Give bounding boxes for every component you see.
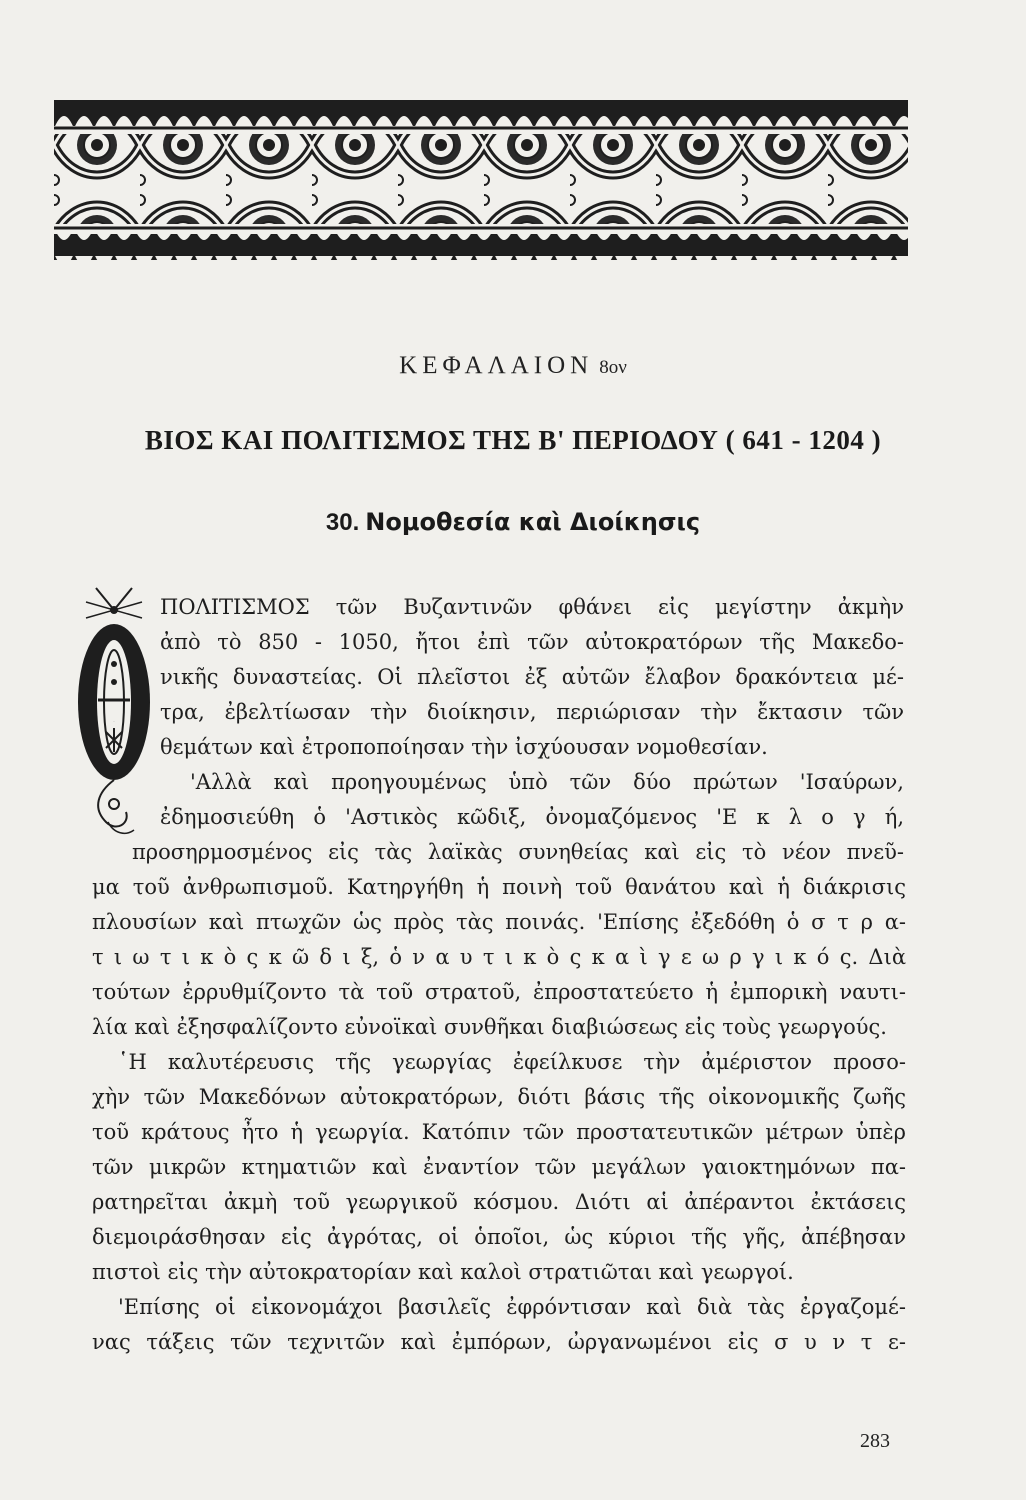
text-line: τούτων ἐρρυθμίζοντο τὰ τοῦ στρατοῦ, ἐπροστατεύετο ἡ ἐμπορικὴ ναυτι- (92, 980, 906, 1004)
text-line: 'Αλλὰ καὶ προηγουμένως ὑπὸ τῶν δύο πρώτων 'Ισαύρων, (190, 770, 904, 794)
text-line: τρα, ἐβελτίωσαν τὴν διοίκησιν, περιώρισαν τὴν ἔκτασιν τῶν (160, 700, 904, 724)
text-line: πλουσίων καὶ πτωχῶν ὡς πρὸς τὰς ποινάς. 'Επίσης ἐξεδόθη ὁ σ τ ρ α- (92, 910, 906, 934)
dropcap-letter: Θ (113, 722, 115, 723)
text-line: διεμοιράσθησαν εἰς ἀγρότας, οἱ ὁποῖοι, ὡς κύριοι τῆς γῆς, ἀπέβησαν (92, 1225, 906, 1249)
text-line: τῶν μικρῶν κτηματιῶν καὶ ἐναντίον τῶν μεγάλων γαιοκτημόνων πα- (92, 1155, 906, 1179)
chapter-label (0, 352, 1026, 380)
text-line: ἀπὸ τὸ 850 - 1050, ἤτοι ἐπὶ τῶν αὐτοκρατόρων τῆς Μακεδο- (160, 630, 904, 654)
section-number: 30. (325, 509, 360, 536)
text-line: χὴν τῶν Μακεδόνων αὐτοκρατόρων, διότι βάσις τῆς οἰκονομικῆς ζωῆς (92, 1085, 906, 1109)
dropcap-theta-icon (68, 582, 160, 842)
section-heading (0, 508, 1026, 537)
page-number: 283 (860, 1430, 890, 1452)
chapter-word: ΚΕΦΑΛΑΙΟΝ (399, 352, 594, 379)
chapter-title: ΒΙΟΣ ΚΑΙ ΠΟΛΙΤΙΣΜΟΣ ΤΗΣ Β' ΠΕΡΙΟΔΟΥ ( 641 - 1204 ) (144, 425, 882, 455)
text-line: νικῆς δυναστείας. Οἱ πλεῖστοι ἐξ αὐτῶν ἔλαβον δρακόντεια μέ- (160, 665, 904, 689)
section-title: Νομοθεσία καὶ Διοίκησις (365, 508, 701, 536)
text-line: μα τοῦ ἀνθρωπισμοῦ. Κατηργήθη ἡ ποινὴ τοῦ θανάτου καὶ ἡ διάκρισις (92, 875, 906, 899)
text-line: ῾Η καλυτέρευσις τῆς γεωργίας ἐφείλκυσε τὴν ἀμέριστον προσο- (118, 1050, 906, 1074)
chapter-number: 8ον (599, 357, 627, 378)
text-line: τ ι ω τ ι κ ὸ ς κ ῶ δ ι ξ, ὁ ν α υ τ ι κ ὸ ς κ α ὶ γ ε ω ρ γ ι κ ό ς. Διὰ (92, 945, 906, 969)
text-line: ἐδημοσιεύθη ὁ 'Αστικὸς κῶδιξ, ὀνομαζόμενος 'Ε κ λ ο γ ή, (160, 805, 904, 829)
text-line: λία καὶ ἐξησφαλίζοντο εὐνοϊκαὶ συνθῆκαι διαβιώσεως εἰς τοὺς γεωργούς. (92, 1015, 887, 1039)
ornamental-border (54, 100, 908, 260)
text-line: πιστοὶ εἰς τὴν αὐτοκρατορίαν καὶ καλοὶ στρατιῶται καὶ γεωργοί. (92, 1260, 794, 1284)
text-line: προσηρμοσμένος εἰς τὰς λαϊκὰς συνηθείας καὶ εἰς τὸ νέον πνεῦ- (132, 840, 904, 864)
text-line: θεμάτων καὶ ἐτροποποίησαν τὴν ἰσχύουσαν νομοθεσίαν. (160, 735, 768, 759)
text-line: 'Επίσης οἱ εἰκονομάχοι βασιλεῖς ἐφρόντισαν καὶ διὰ τὰς ἐργαζομέ- (118, 1295, 906, 1319)
text-line: τοῦ κράτους ἦτο ἡ γεωργία. Κατόπιν τῶν προστατευτικῶν μέτρων ὑπὲρ (92, 1120, 906, 1144)
text-line: ρατηρεῖται ἀκμὴ τοῦ γεωργικοῦ κόσμου. Διότι αἱ ἀπέραντοι ἐκτάσεις (92, 1190, 906, 1214)
text-line: ΠΟΛΙΤΙΣΜΟΣ τῶν Βυζαντινῶν φθάνει εἰς μεγίστην ἀκμὴν (160, 595, 904, 619)
text-line: νας τάξεις τῶν τεχνιτῶν καὶ ἐμπόρων, ὠργανωμένοι εἰς σ υ ν τ ε- (92, 1330, 906, 1354)
